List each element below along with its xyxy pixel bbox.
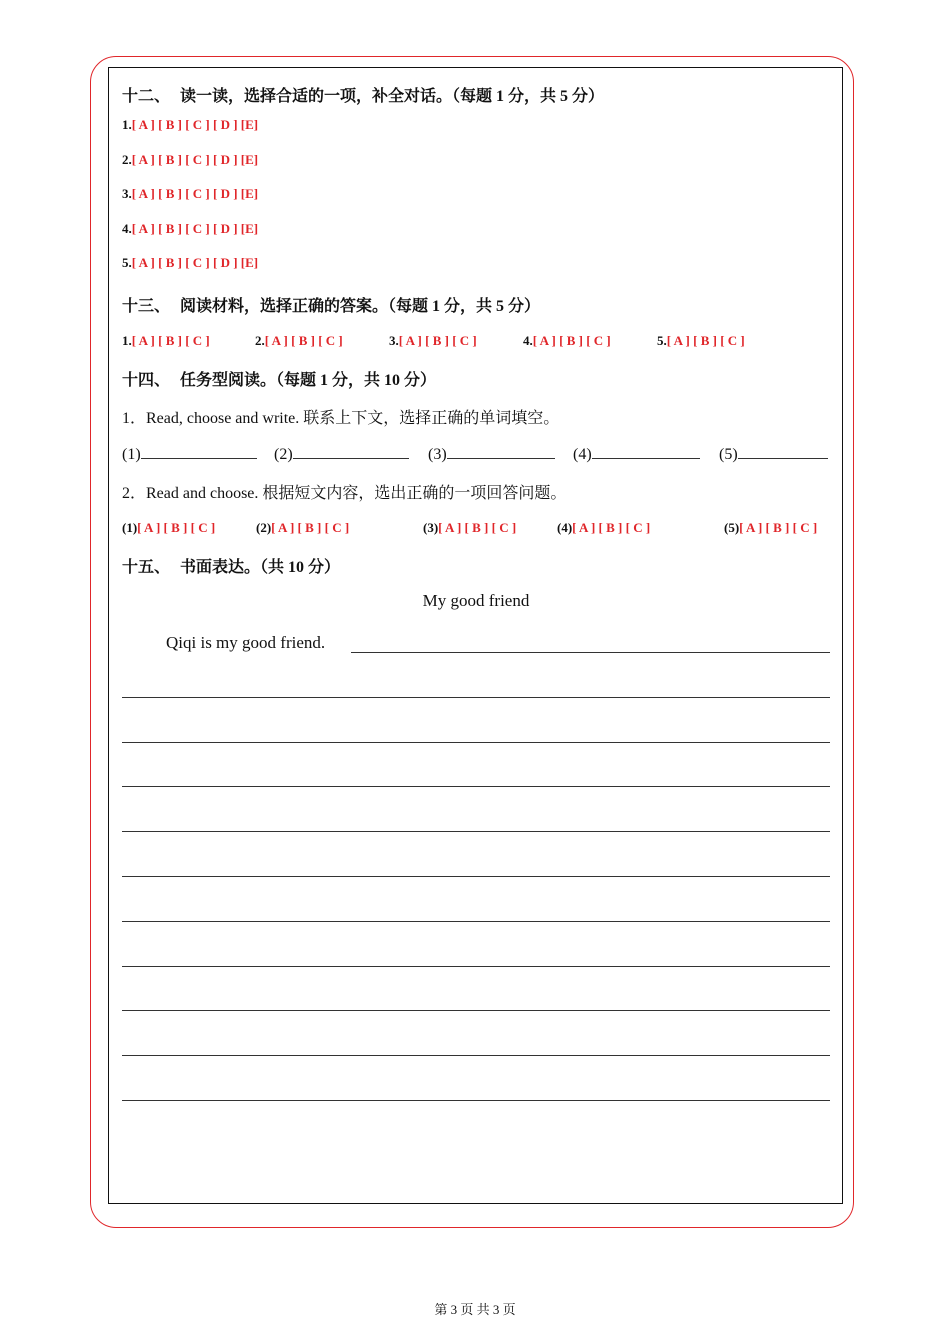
option-choices[interactable]: [ A ] [ B ] [ C ] [137,520,216,535]
blank-label: (2) [274,446,293,463]
option-choices[interactable]: [ A ] [ B ] [ C ] [ D ] [E] [131,186,259,201]
blank-line[interactable] [141,444,257,459]
section-12-heading [122,83,604,106]
blank-label: (4) [573,446,592,463]
option-number: 2. [255,333,265,348]
option-number: (2) [256,520,272,535]
essay-writing-line[interactable] [122,742,830,743]
blank-line[interactable] [447,444,555,459]
sec13-option-1[interactable] [122,333,210,349]
option-choices[interactable]: [ A ] [ B ] [ C ] [ D ] [E] [131,221,259,236]
sec12-option-row-1[interactable] [122,117,258,133]
sec14-part1-instruction: 1．Read, choose and write. 联系上下文，选择正确的单词填空。 [122,410,560,427]
sec12-option-row-3[interactable] [122,186,258,202]
option-number: 1. [122,333,132,348]
option-choices[interactable]: [ A ] [ B ] [ C ] [398,333,477,348]
essay-writing-line[interactable] [351,652,830,653]
option-number: (3) [423,520,439,535]
blank-line[interactable] [738,444,828,459]
option-row-number: 5. [122,255,132,270]
option-number: 5. [657,333,667,348]
essay-writing-line[interactable] [122,921,830,922]
sec14-blank-5[interactable] [719,444,828,464]
essay-writing-line[interactable] [122,1010,830,1011]
option-choices[interactable]: [ A ] [ B ] [ C ] [ D ] [E] [131,152,259,167]
option-row-number: 1. [122,117,132,132]
essay-first-line-text: Qiqi is my good friend. [166,633,326,652]
section-14-number: 十四、 [122,372,171,389]
section-12-number: 十二、 [122,88,171,105]
section-15-heading [122,554,340,577]
option-choices[interactable]: [ A ] [ B ] [ C ] [572,520,651,535]
blank-line[interactable] [293,444,409,459]
section-12-title: 读一读，选择合适的一项，补全对话。（每题 1 分，共 5 分） [180,88,605,105]
option-choices[interactable]: [ A ] [ B ] [ C ] [532,333,611,348]
option-choices[interactable]: [ A ] [ B ] [ C ] [438,520,517,535]
section-15-title: 书面表达。（共 10 分） [180,559,341,576]
section-14-heading [122,367,436,390]
option-choices[interactable]: [ A ] [ B ] [ C ] [131,333,210,348]
blank-label: (3) [428,446,447,463]
option-number: 3. [389,333,399,348]
sec13-option-2[interactable] [255,333,343,349]
sec14-part2-instruction: 2．Read and choose. 根据短文内容，选出正确的一项回答问题。 [122,485,567,502]
sec14-blank-4[interactable] [573,444,700,464]
option-choices[interactable]: [ A ] [ B ] [ C ] [666,333,745,348]
essay-writing-line[interactable] [122,1100,830,1101]
blank-label: (5) [719,446,738,463]
option-choices[interactable]: [ A ] [ B ] [ C ] [271,520,350,535]
option-choices[interactable]: [ A ] [ B ] [ C ] [739,520,818,535]
sec14-option-2[interactable] [256,520,349,536]
sec13-option-5[interactable] [657,333,745,349]
sec13-option-4[interactable] [523,333,611,349]
option-row-number: 3. [122,186,132,201]
blank-line[interactable] [592,444,700,459]
sec14-blank-1[interactable] [122,444,257,464]
sec14-option-5[interactable] [724,520,817,536]
sec12-option-row-5[interactable] [122,255,258,271]
section-14-title: 任务型阅读。（每题 1 分，共 10 分） [180,372,437,389]
sec14-blank-2[interactable] [274,444,409,464]
blank-label: (1) [122,446,141,463]
option-row-number: 4. [122,221,132,236]
sec12-option-row-2[interactable] [122,152,258,168]
essay-writing-line[interactable] [122,966,830,967]
sec14-blank-3[interactable] [428,444,555,464]
sec14-option-4[interactable] [557,520,650,536]
option-number: (5) [724,520,740,535]
essay-writing-line[interactable] [122,1055,830,1056]
sec14-option-1[interactable] [122,520,215,536]
essay-writing-line[interactable] [122,786,830,787]
option-choices[interactable]: [ A ] [ B ] [ C ] [ D ] [E] [131,255,259,270]
option-choices[interactable]: [ A ] [ B ] [ C ] [ D ] [E] [131,117,259,132]
section-13-title: 阅读材料，选择正确的答案。（每题 1 分，共 5 分） [180,298,541,315]
section-13-heading [122,293,540,316]
essay-writing-line[interactable] [122,876,830,877]
essay-writing-line[interactable] [122,831,830,832]
essay-title: My good friend [422,591,530,610]
option-number: (1) [122,520,138,535]
sec12-option-row-4[interactable] [122,221,258,237]
option-row-number: 2. [122,152,132,167]
sec14-option-3[interactable] [423,520,516,536]
option-number: 4. [523,333,533,348]
sec13-option-3[interactable] [389,333,477,349]
section-13-number: 十三、 [122,298,171,315]
page-footer: 第 3 页 共 3 页 [434,1302,516,1317]
option-choices[interactable]: [ A ] [ B ] [ C ] [264,333,343,348]
essay-writing-line[interactable] [122,697,830,698]
section-15-number: 十五、 [122,559,171,576]
option-number: (4) [557,520,573,535]
